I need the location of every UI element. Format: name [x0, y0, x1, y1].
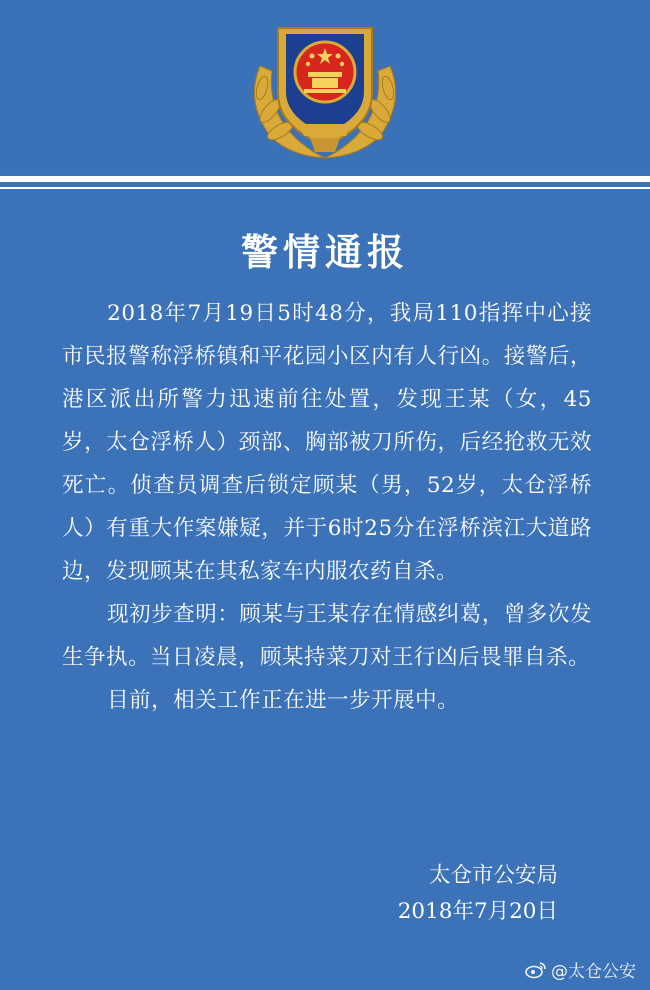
police-emblem-icon — [240, 6, 410, 166]
signature-block — [398, 858, 558, 930]
notice-body — [62, 292, 592, 722]
notice-title: 警情通报 — [241, 231, 409, 274]
signature-date: 2018年7月20日 — [397, 899, 558, 924]
notice-paragraph: 目前，相关工作正在进一步开展中。 — [107, 688, 460, 713]
watermark-text: @太仓公安 — [551, 962, 636, 982]
divider-thin — [0, 187, 650, 189]
divider-thick — [0, 176, 650, 182]
weibo-watermark — [525, 957, 636, 982]
notice-paragraph: 现初步查明：顾某与王某存在情感纠葛，曾多次发生争执。当日凌晨，顾某持菜刀对王行凶后畏罪自杀。 — [62, 602, 592, 670]
notice-paragraph: 2018年7月19日5时48分，我局110指挥中心接市民报警称浮桥镇和平花园小区内有人行凶。接警后，港区派出所警力迅速前往处置，发现王某（女，45岁，太仓浮桥人）颈部、胸部被刀所伤，后经抢救无效死亡。侦查员调查后锁定顾某（男，52岁，太仓浮桥人）有重大作案嫌疑，并于6时25分在浮桥滨江大道路边，发现顾某在其私家车内服农药自杀。 — [62, 301, 592, 584]
weibo-icon — [525, 961, 547, 979]
header-banner — [0, 0, 650, 172]
signature-org: 太仓市公安局 — [428, 863, 558, 888]
